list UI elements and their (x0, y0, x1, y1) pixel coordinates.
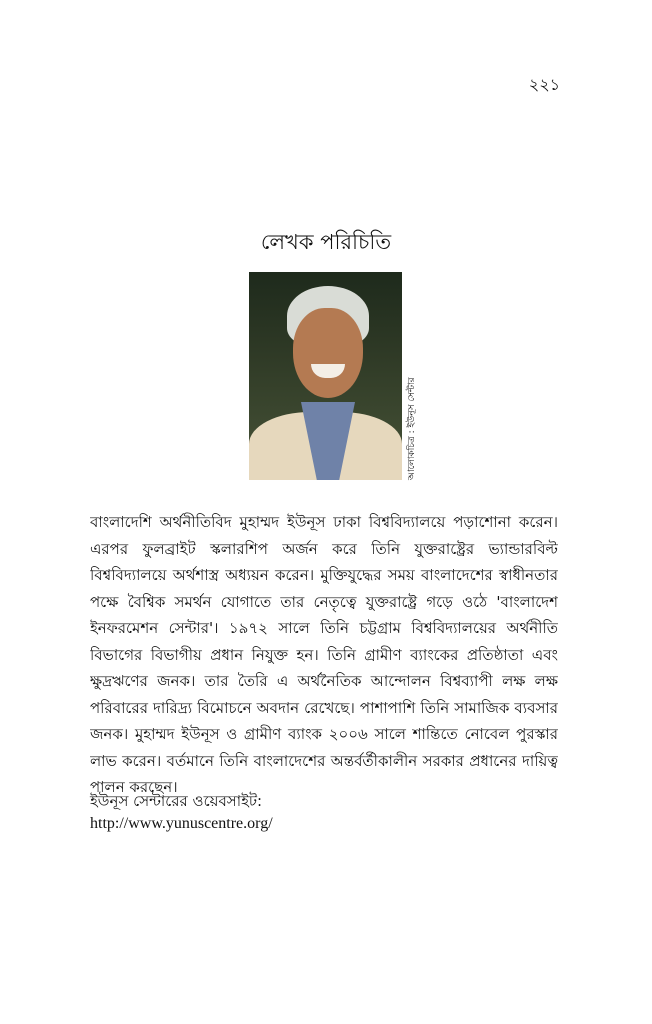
bio-line: বিভাগের বিভাগীয় প্রধান নিযুক্ত হন। তিনি গ্রামীণ ব্যাংকের প্রতিষ্ঠাতা এবং (90, 645, 558, 664)
author-photo (249, 272, 402, 480)
photo-credit-text: আলোকচিত্র : ইউনূস সেন্টার (407, 377, 417, 480)
bio-line: পরিবারের দারিদ্র্য বিমোচনে অবদান রেখেছে। পাশাপাশি তিনি সামাজিক ব্যবসার (90, 698, 558, 717)
bio-line: এরপর ফুলব্রাইট স্কলারশিপ অর্জন করে তিনি যুক্তরাষ্ট্রের ভ্যান্ডারবিল্ট (90, 539, 558, 558)
bio-line: ইনফরমেশন সেন্টার'। ১৯৭২ সালে তিনি চট্টগ্রাম বিশ্ববিদ্যালয়ের অর্থনীতি (90, 619, 558, 637)
photo-credit (404, 354, 418, 480)
bio-line: পালন করছেন। (90, 778, 178, 796)
author-bio (90, 509, 558, 801)
bio-line: পক্ষে বৈশ্বিক সমর্থন যোগাতে তার নেতৃত্বে যুক্তরাষ্ট্রে গড়ে ওঠে 'বাংলাদেশ (90, 592, 558, 611)
website-label: ইউনূস সেন্টারের ওয়েবসাইট: (90, 792, 263, 810)
page-title: লেখক পরিচিতি (260, 230, 392, 254)
bio-line: লাভ করেন। বর্তমানে তিনি বাংলাদেশের অন্তর্বর্তীকালীন সরকার প্রধানের দায়িত্ব (90, 751, 558, 770)
bio-line: জনক। মুহাম্মদ ইউনূস ও গ্রামীণ ব্যাংক ২০০৬ সালে শান্তিতে নোবেল পুরস্কার (90, 725, 558, 743)
website-link[interactable]: http://www.yunuscentre.org/ (90, 815, 273, 832)
bio-line: বাংলাদেশি অর্থনীতিবিদ মুহাম্মদ ইউনূস ঢাকা বিশ্ববিদ্যালয়ে পড়াশোনা করেন। (90, 513, 558, 531)
bio-line: বিশ্ববিদ্যালয়ে অর্থশাস্ত্র অধ্যয়ন করেন। মুক্তিযুদ্ধের সময় বাংলাদেশের স্বাধীনতার (90, 566, 558, 584)
page-number: ২২১ (528, 75, 560, 94)
bio-line: ক্ষুদ্রঋণের জনক। তার তৈরি এ অর্থনৈতিক আন্দোলন বিশ্বব্যাপী লক্ষ লক্ষ (90, 672, 558, 690)
